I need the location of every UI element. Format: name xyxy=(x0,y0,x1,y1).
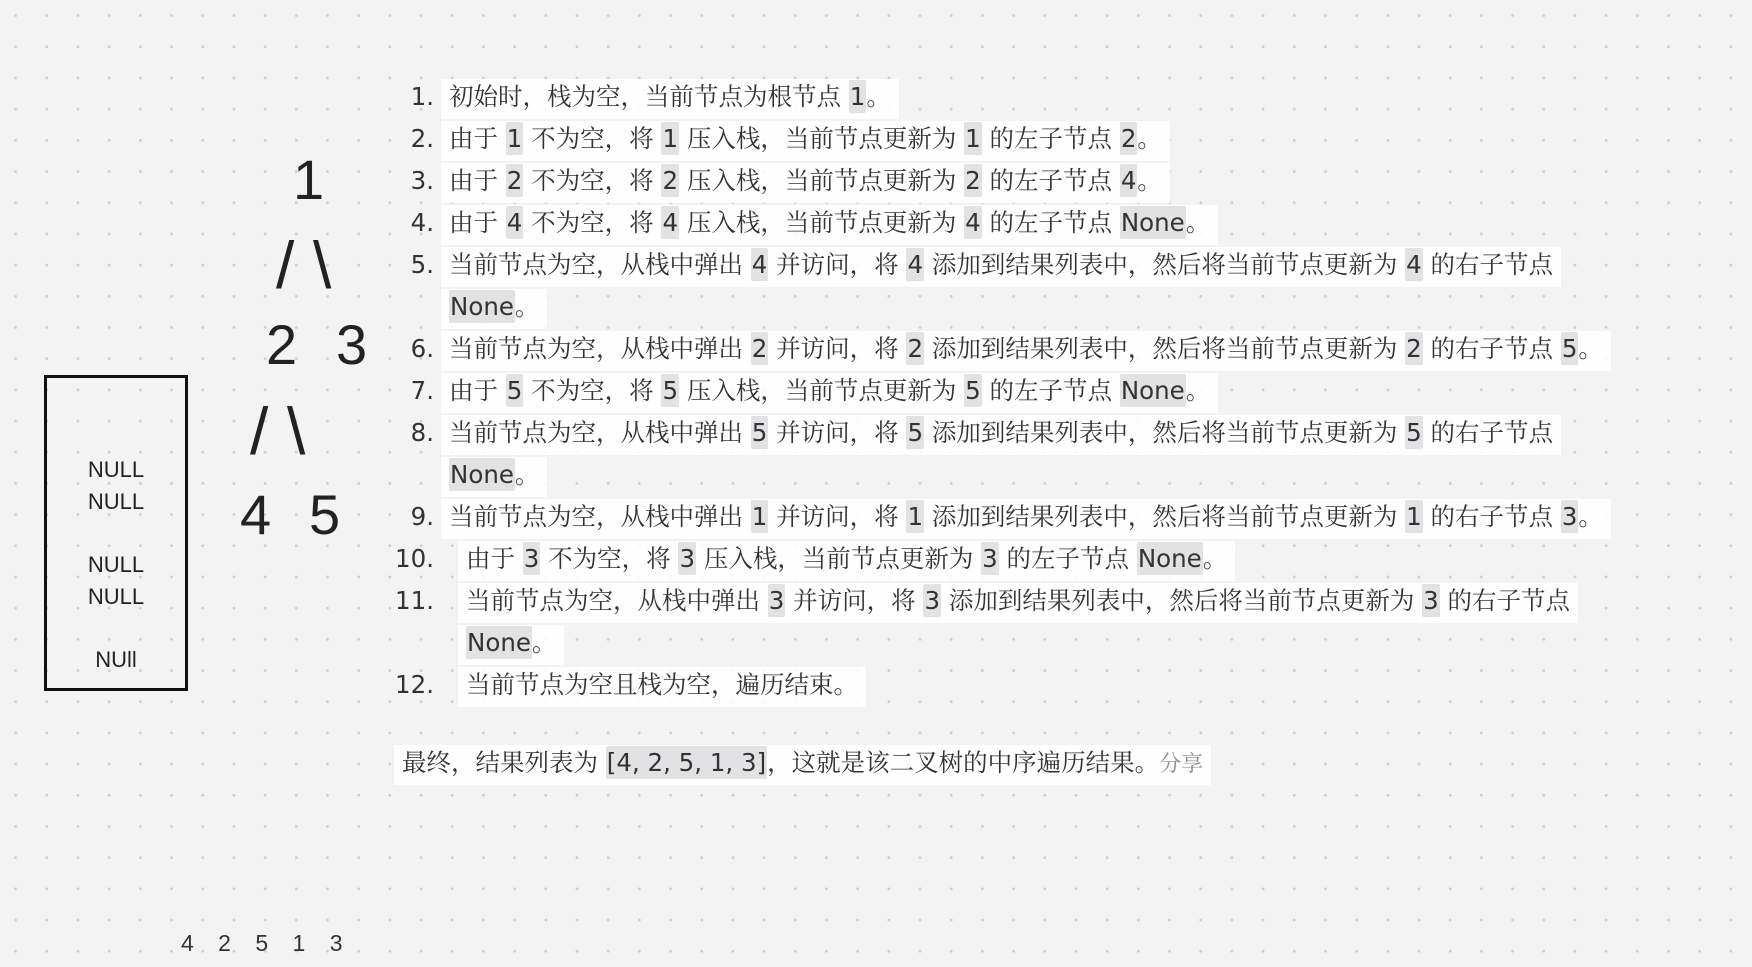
step-text: 。 xyxy=(1185,376,1211,405)
step-content xyxy=(441,247,1561,287)
inline-code: 2 xyxy=(1120,124,1137,153)
step-number: 12. xyxy=(395,670,434,699)
inline-code: 2 xyxy=(965,166,981,195)
step-text: 由于 xyxy=(449,376,506,405)
step-text: 的右子节点 xyxy=(1422,250,1554,279)
inline-code: 4 xyxy=(1120,166,1137,195)
step-content xyxy=(441,415,1561,455)
share-link[interactable]: 分享 xyxy=(1159,752,1204,777)
step-text: 的左子节点 xyxy=(981,208,1120,237)
step-text: 。 xyxy=(514,292,540,321)
step-content xyxy=(441,163,1170,203)
tree-node-left-right: 5 xyxy=(309,483,341,546)
inline-code: None xyxy=(450,460,514,489)
step-content xyxy=(458,667,866,707)
step-text: 最终，结果列表为 xyxy=(402,748,606,777)
inline-code: 5 xyxy=(1406,418,1422,447)
step-number: 5. xyxy=(410,250,434,279)
step-text: ，这就是该二叉树的中序遍历结果。 xyxy=(767,748,1160,777)
step-text: 的左子节点 xyxy=(981,166,1120,195)
conclusion-content xyxy=(394,745,1211,785)
step-text: 当前节点为空，从栈中弹出 xyxy=(466,586,768,615)
inline-code: 4 xyxy=(662,208,679,237)
step-text: 。 xyxy=(866,82,891,111)
inline-code: 3 xyxy=(679,544,696,573)
step-number: 1. xyxy=(410,82,434,111)
inline-code: 3 xyxy=(1561,502,1578,531)
step-text: 并访问，将 xyxy=(768,334,907,363)
inline-code: 4 xyxy=(506,208,523,237)
tree-node-root: 1 xyxy=(293,148,325,211)
inline-code: 3 xyxy=(982,544,998,573)
step-text: 的右子节点 xyxy=(1439,586,1571,615)
step-text: 的左子节点 xyxy=(981,376,1120,405)
step-number: 11. xyxy=(395,586,434,615)
step-content xyxy=(441,79,899,119)
step-number: 10. xyxy=(395,544,434,573)
step-text: 并访问，将 xyxy=(768,250,907,279)
step-text: 压入栈，当前节点更新为 xyxy=(679,124,965,153)
inline-code: 2 xyxy=(1406,334,1422,363)
inline-code: 5 xyxy=(751,418,768,447)
tree-edge-root-left: / xyxy=(276,228,295,302)
step-text: 的左子节点 xyxy=(998,544,1137,573)
inline-code: 4 xyxy=(1406,250,1422,279)
step-content xyxy=(458,541,1235,581)
step-number: 2. xyxy=(410,124,434,153)
step-content xyxy=(441,457,547,497)
step-text: 当前节点为空，从栈中弹出 xyxy=(449,502,751,531)
inline-code: 4 xyxy=(907,250,924,279)
step-number: 6. xyxy=(410,334,434,363)
step-text: 的右子节点 xyxy=(1422,502,1561,531)
step-text: 。 xyxy=(514,460,540,489)
step-text: 由于 xyxy=(466,544,523,573)
step-content xyxy=(458,625,564,665)
inline-code: 3 xyxy=(523,544,540,573)
step-text: 的右子节点 xyxy=(1422,418,1554,447)
inline-code: None xyxy=(1120,208,1185,237)
step-text: 。 xyxy=(1185,208,1211,237)
inline-code: 4 xyxy=(751,250,768,279)
step-text: 由于 xyxy=(449,208,506,237)
inline-code: [4, 2, 5, 1, 3] xyxy=(606,748,767,777)
stack-item: NUll xyxy=(95,647,137,672)
tree-node-left-left: 4 xyxy=(240,483,272,546)
step-text: 。 xyxy=(1578,502,1603,531)
step-number: 7. xyxy=(410,376,434,405)
step-content xyxy=(441,289,547,329)
step-number: 8. xyxy=(410,418,434,447)
step-text: 并访问，将 xyxy=(768,502,907,531)
inline-code: None xyxy=(450,292,514,321)
inline-code: 3 xyxy=(924,586,941,615)
step-text: 不为空，将 xyxy=(523,208,662,237)
inorder-sequence: 4 2 5 1 3 xyxy=(181,930,352,956)
step-text: 不为空，将 xyxy=(523,166,662,195)
step-text: 。 xyxy=(1137,166,1162,195)
tree-node-right: 3 xyxy=(336,313,368,376)
inline-code: 2 xyxy=(662,166,679,195)
step-text: 初始时，栈为空，当前节点为根节点 xyxy=(449,82,849,111)
step-number: 4. xyxy=(410,208,434,237)
inline-code: 5 xyxy=(1561,334,1578,363)
step-text: 压入栈，当前节点更新为 xyxy=(679,166,965,195)
step-text: 由于 xyxy=(449,124,506,153)
inline-code: 1 xyxy=(751,502,768,531)
step-content xyxy=(441,373,1218,413)
step-text: 压入栈，当前节点更新为 xyxy=(679,208,965,237)
step-text: 添加到结果列表中，然后将当前节点更新为 xyxy=(924,334,1406,363)
step-text: 当前节点为空且栈为空，遍历结束。 xyxy=(466,670,858,699)
step-number: 9. xyxy=(410,502,434,531)
step-content xyxy=(441,205,1218,245)
step-text: 当前节点为空，从栈中弹出 xyxy=(449,250,751,279)
stack-item: NULL xyxy=(87,584,145,609)
inline-code: 3 xyxy=(768,586,785,615)
tree-edge-two-right: \ xyxy=(287,394,306,468)
inline-code: 5 xyxy=(907,418,924,447)
step-text: 当前节点为空，从栈中弹出 xyxy=(449,418,751,447)
inline-code: 2 xyxy=(907,334,924,363)
inline-code: 1 xyxy=(1406,502,1422,531)
step-text: 添加到结果列表中，然后将当前节点更新为 xyxy=(941,586,1423,615)
tree-edge-root-right: \ xyxy=(313,228,332,302)
stack-item: NULL xyxy=(87,489,145,514)
step-text: 的右子节点 xyxy=(1422,334,1561,363)
step-text: 添加到结果列表中，然后将当前节点更新为 xyxy=(924,502,1406,531)
step-content xyxy=(441,499,1611,539)
step-text: 并访问，将 xyxy=(768,418,907,447)
tree-node-left: 2 xyxy=(266,313,298,376)
inline-code: 1 xyxy=(506,124,523,153)
step-number: 3. xyxy=(410,166,434,195)
inline-code: 3 xyxy=(1423,586,1439,615)
step-text: 不为空，将 xyxy=(523,376,662,405)
inline-code: None xyxy=(1137,544,1202,573)
step-text: 。 xyxy=(1578,334,1603,363)
step-text: 并访问，将 xyxy=(785,586,924,615)
step-text: 添加到结果列表中，然后将当前节点更新为 xyxy=(924,418,1406,447)
inline-code: 1 xyxy=(907,502,924,531)
step-content xyxy=(458,583,1578,623)
inline-code: None xyxy=(1120,376,1185,405)
step-text: 的左子节点 xyxy=(981,124,1120,153)
inline-code: 2 xyxy=(751,334,768,363)
tree-edge-two-left: / xyxy=(250,394,269,468)
step-text: 。 xyxy=(531,628,557,657)
stack-box xyxy=(44,375,188,691)
inline-code: 5 xyxy=(965,376,981,405)
step-text: 添加到结果列表中，然后将当前节点更新为 xyxy=(924,250,1406,279)
inline-code: 5 xyxy=(662,376,679,405)
inline-code: 1 xyxy=(662,124,679,153)
inline-code: 1 xyxy=(965,124,981,153)
step-text: 压入栈，当前节点更新为 xyxy=(679,376,965,405)
step-text: 当前节点为空，从栈中弹出 xyxy=(449,334,751,363)
step-text: 由于 xyxy=(449,166,506,195)
step-text: 压入栈，当前节点更新为 xyxy=(696,544,982,573)
step-text: 不为空，将 xyxy=(523,124,662,153)
inline-code: 1 xyxy=(849,82,866,111)
stack-item: NULL xyxy=(87,457,145,482)
step-content xyxy=(441,331,1611,371)
step-text: 。 xyxy=(1137,124,1162,153)
step-text: 不为空，将 xyxy=(540,544,679,573)
inline-code: 4 xyxy=(965,208,981,237)
inline-code: 5 xyxy=(506,376,523,405)
step-content xyxy=(441,121,1170,161)
step-text: 。 xyxy=(1202,544,1228,573)
inline-code: 2 xyxy=(506,166,523,195)
inline-code: None xyxy=(467,628,531,657)
stack-item: NULL xyxy=(87,552,145,577)
